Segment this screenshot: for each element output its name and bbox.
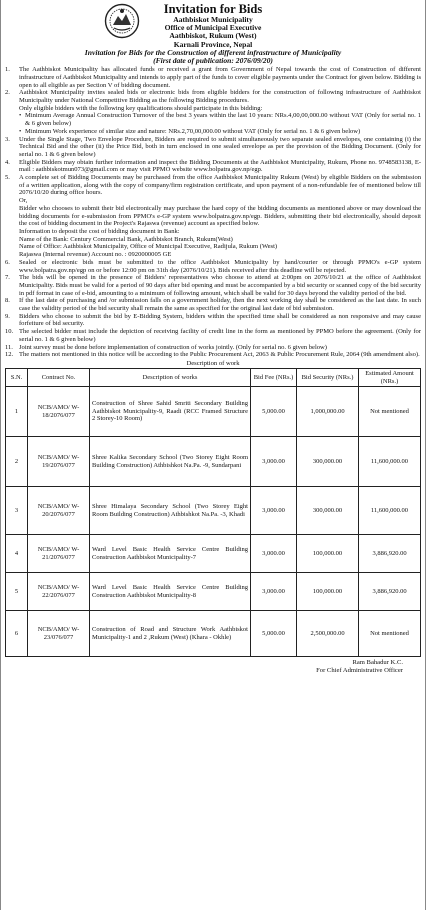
cell-estimated: Not mentioned: [359, 611, 421, 657]
cell-bid-security: 1,000,000.00: [297, 387, 359, 437]
table-header-row: [6, 368, 421, 386]
cell-bid-security: 300,000.00: [297, 487, 359, 535]
item-extra: Or,: [19, 197, 28, 205]
notice-header: [5, 2, 421, 65]
list-item: [5, 297, 421, 312]
cell-sn: 4: [6, 535, 28, 573]
item-number: 8.: [5, 297, 10, 305]
cell-estimated: 11,600,000.00: [359, 487, 421, 535]
org-province: Karnali Province, Nepal: [173, 39, 253, 49]
cell-bid-fee: 5,000.00: [251, 611, 297, 657]
item-number: 12.: [5, 351, 14, 359]
cell-bid-security: 100,000.00: [297, 573, 359, 611]
signatory-name: Ram Bahadur K.C.: [352, 659, 403, 667]
list-item: [5, 328, 421, 343]
signatory-role: For Chief Administrative Officer: [316, 666, 403, 674]
item-text: Eligible Bidders may obtain further information and inspect the Bidding Documents at the Aathbiskot Municipality, Rukum, Phone no. 9748583138, E-mail : aathbiskotmun073@gmail.com or may visit PPMO website www.bolpatra.gov.np/egp.: [19, 158, 421, 174]
notice-items: [5, 66, 421, 359]
bullet-item: • Minimum Average Annual Construction Turnover of the best 3 years within the last 10 years: NRs.4,00,00,000.00 without VAT (Only for serial no. 1 & 6 given below): [19, 112, 421, 128]
list-item: [5, 351, 421, 359]
list-item: [5, 89, 421, 135]
cell-estimated: 3,886,920.00: [359, 573, 421, 611]
cell-bid-fee: 3,000.00: [251, 535, 297, 573]
cell-sn: 1: [6, 387, 28, 437]
item-text: The bids will be opened in the presence of Bidders' representatives who choose to attend at 2:00pm on 2076/10/21 at the office of Aathbiskot Municipality. Bids must be valid for a period of 90 days after bid opening and must be accompanied by a bid security or scanned copy of the bid security in pdf format in case of e-bid, amounting to a minimum of following amount, which shall be valid for 30 days beyond the validity period of the bid.: [19, 274, 421, 297]
cell-sn: 6: [6, 611, 28, 657]
cell-bid-security: 300,000.00: [297, 437, 359, 487]
item-number: 4.: [5, 158, 10, 166]
table-row: [6, 611, 421, 657]
item-text: The Aathbiskot Municipality has allocated funds or received a grant from Government of Nepal towards the cost of Construction of different infrastructure of Aathbiskot Municipality and intends to apply part of the funds to cover eligible payments under the Contract for given below. Bidding is open to all eligible as per Section V of bidding document.: [19, 66, 421, 89]
cell-description: Shree Himalaya Secondary School (Two Storey Eight Room Building Construction) Athbishkot Na.Pa. -3, Khadi: [90, 487, 251, 535]
table-row: [6, 573, 421, 611]
item-text: Joint survey must be done before implementation of construction of works jointly. (Only for serial no. 6 given below): [19, 343, 327, 351]
list-item: [5, 274, 421, 297]
list-item: [5, 136, 421, 159]
signature-block: [5, 659, 421, 674]
item-number: 5.: [5, 174, 10, 182]
bank-info-line: Information to deposit the cost of bidding document in Bank:: [19, 227, 180, 235]
cell-estimated: Not mentioned: [359, 387, 421, 437]
bank-info-line: Rajaswa (Internal revenue) Account no. : 0920000005 GE: [19, 251, 172, 259]
item-number: 11.: [5, 343, 13, 351]
cell-contract: NCB/AMO/ W- 23/076/077: [28, 611, 90, 657]
table-caption: Description of work: [186, 359, 240, 367]
bullet-item: • Minimum Work experience of similar size and nature: NRs.2,70,00,000.00 without VAT (Only for serial no. 1 & 6 given below): [19, 127, 361, 135]
col-contract: Contract No.: [28, 368, 90, 386]
cell-estimated: 3,886,920.00: [359, 535, 421, 573]
cell-bid-fee: 3,000.00: [251, 487, 297, 535]
item-text: Bidders who choose to submit the bid by E-Bidding System, bidders within the specified time shall be considered as non responsive and may cause forfeiture of bid security.: [19, 312, 421, 328]
item-number: 1.: [5, 66, 10, 74]
cell-sn: 2: [6, 437, 28, 487]
col-estimated: Estimated Amount (NRs.): [359, 368, 421, 386]
bank-info-line: Name of the Bank: Century Commercial Bank, Aathbiskot Branch, Rukum(West): [19, 235, 233, 243]
cell-contract: NCB/AMO/ W-20/2076/077: [28, 487, 90, 535]
cell-description: Ward Level Basic Health Service Centre Building Construction Aathbiskot Municipality-7: [90, 535, 251, 573]
list-item: [5, 174, 421, 259]
cell-sn: 3: [6, 487, 28, 535]
notice-title: Invitation for Bids: [163, 2, 263, 16]
publication-date: (First date of publication: 2076/09/20): [153, 56, 273, 66]
item-text: Sealed or electronic bids must be submitted to the office Aathbiskot Municipality by hand/courier or through PPMO's e-GP system www.bolpatra.gov.np/egp on or before 12:00 pm on 31th day (2076/10/21). Bids received after this deadline will be rejected.: [19, 258, 421, 274]
cell-bid-fee: 5,000.00: [251, 387, 297, 437]
cell-contract: NCB/AMO/ W-18/2076/077: [28, 387, 90, 437]
item-number: 10.: [5, 328, 14, 336]
list-item: [5, 259, 421, 274]
cell-sn: 5: [6, 573, 28, 611]
cell-bid-security: 2,500,000.00: [297, 611, 359, 657]
item-number: 3.: [5, 135, 10, 143]
bullet-text: Minimum Work experience of similar size and nature: NRs.2,70,00,000.00 without VAT (Only for serial no. 1 & 6 given below): [25, 127, 361, 135]
col-bid-fee: Bid Fee (NRs.): [251, 368, 297, 386]
item-number: 7.: [5, 274, 10, 282]
cell-bid-fee: 3,000.00: [251, 573, 297, 611]
item-text: Aathbiskot Municipality invites sealed bids or electronic bids from eligible bidders for the construction of following infrastructure of Aathbiskot Municipality under National Competitive Bidding as the following Bidding procedures.: [19, 89, 421, 105]
item-text: Under the Single Stage, Two Envelope Procedure, Bidders are required to submit simultaneously two separate sealed envelopes, one containing (i) the Technical Bid and the other (ii) the Price Bid, both in turn enclosed in one sealed envelope as per the provision of the Bidding Document. (Only for serial no. 1 & 6 given below): [19, 135, 421, 158]
list-item: [5, 313, 421, 328]
item-text: If the last date of purchasing and /or submission falls on a government holiday, then the next working day shall be considered as the last date. In such case the validity period of the bid security shall remain the same as specified for the original last date of bid submission.: [19, 297, 421, 313]
item-extra-2: Bidder who chooses to submit their bid electronically may purchase the hard copy of the bidding documents as mentioned above or may download the bidding documents for e-submission from PPMO's e-GP system www.bolpatra.gov.np/egp. Bidders, submitting their bid electronically, should deposit the cost of bidding document in the Project's Rajaswa (revenue) account as specified below.: [19, 204, 421, 228]
table-row: [6, 437, 421, 487]
bank-info-line: Name of Office: Aathbiskot Municipality, Office of Municipal Executive, Radijula, Rukum (West): [19, 243, 278, 251]
item-text: The selected bidder must include the depiction of receiving facility of credit line in the form as mentioned by PPMO before the agreement. (Only for serial no. 1 & 6 given below): [19, 328, 421, 343]
org-name: Aathbiskot Municipality: [173, 15, 253, 24]
cell-description: Ward Level Basic Health Service Centre Building Construction Aathbiskot Municipality-8: [90, 573, 251, 611]
cell-description: Construction of Road and Structure Work Aathbiskot Municipality-1 and 2 ,Rukum (West) (Khara - Okhle): [90, 611, 251, 657]
nepal-emblem-icon: [104, 3, 140, 39]
item-extra: Only eligible bidders with the following key qualifications should participate in this bidding:: [19, 104, 263, 112]
cell-contract: NCB/AMO/ W-21/2076/077: [28, 535, 90, 573]
table-row: [6, 535, 421, 573]
notice-subtitle: Invitation for Bids for the Construction of different infrastructure of Municipality: [84, 47, 342, 57]
list-item: [5, 159, 421, 174]
bullet-text: Minimum Average Annual Construction Turnover of the best 3 years within the last 10 years: NRs.4,00,00,000.00 without VAT (Only for serial no. 1 & 6 given below): [25, 112, 421, 128]
list-item: [5, 344, 421, 352]
cell-description: Construction of Shree Sahid Smriti Secondary Building Aathbiskot Municipality-9, Raadi (RCC Framed Structure 2 Storey-10 Room): [90, 387, 251, 437]
col-sn: S.N.: [6, 368, 28, 386]
cell-contract: NCB/AMO/ W-19/2076/077: [28, 437, 90, 487]
cell-estimated: 11,600,000.00: [359, 437, 421, 487]
works-table: [5, 368, 421, 657]
item-text: A complete set of Bidding Documents may be purchased from the office Aathbiskot Municipality Rukum (West) by eligible Bidders on the submission of a written application, along with the copy of company/firm registration certificate, and upon payment of a non-refundable fee of mentioned below till 2076/10/20 during office hours.: [19, 174, 421, 197]
org-location: Aathbiskot, Rukum (West): [169, 31, 257, 41]
col-description: Description of works: [90, 368, 251, 386]
table-row: [6, 387, 421, 437]
cell-description: Shree Kalika Secondary School (Two Storey Eight Room Building Construction) Athbishkot Na.Pa. -9, Sundarpani: [90, 437, 251, 487]
table-row: [6, 487, 421, 535]
col-bid-security: Bid Security (NRs.): [297, 368, 359, 386]
item-text: The matters not mentioned in this notice will be according to the Public Procurement Act, 2063 & Public Procurement Rule, 2064 (9th amendment also).: [19, 351, 420, 359]
cell-bid-security: 100,000.00: [297, 535, 359, 573]
cell-contract: NCB/AMO/ W-22/2076/077: [28, 573, 90, 611]
cell-bid-fee: 3,000.00: [251, 437, 297, 487]
org-office: Office of Municipal Executive: [164, 23, 262, 33]
item-number: 6.: [5, 258, 10, 266]
item-number: 2.: [5, 89, 10, 97]
list-item: [5, 66, 421, 89]
item-number: 9.: [5, 312, 10, 320]
